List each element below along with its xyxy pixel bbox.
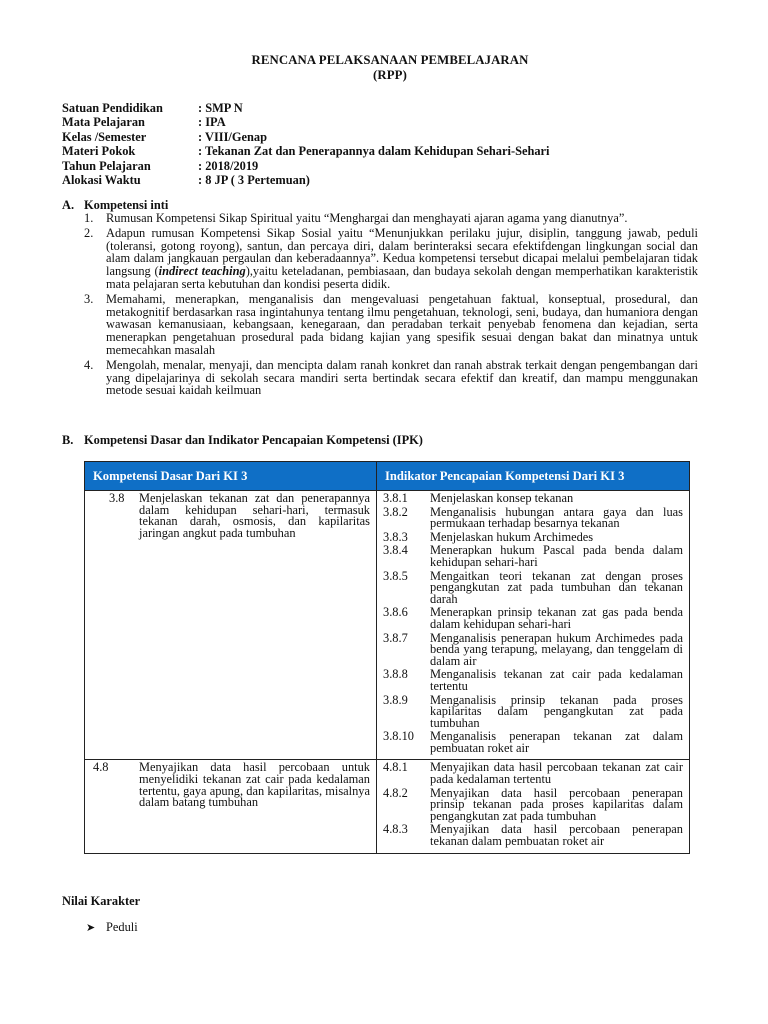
ipk-text: Menyajikan data hasil percobaan tekanan zat cair pada kedalaman tertentu — [430, 760, 683, 787]
identity-label: Materi Pokok — [62, 144, 136, 159]
ipk-code: 3.8.7 — [383, 630, 408, 645]
kd-cell — [85, 760, 377, 853]
ipk-code: 3.8.6 — [383, 605, 408, 620]
identity-block — [62, 101, 550, 187]
ipk-text: Menerapkan prinsip tekanan zat gas pada benda dalam kehidupan sehari-hari — [430, 605, 683, 631]
ipk-text: Menjelaskan konsep tekanan — [430, 491, 574, 505]
ipk-code: 3.8.9 — [383, 692, 408, 707]
ipk-text: Menyajikan data hasil percobaan penerapan tekanan dalam pembuatan roket air — [430, 822, 683, 849]
identity-label: Mata Pelajaran — [62, 115, 145, 130]
ipk-text: Menganalisis prinsip tekanan pada proses kapilaritas dalam pengangkutan zat pada tumbuhan — [430, 692, 683, 730]
identity-value: : VIII/Genap — [198, 129, 267, 144]
identity-row — [62, 101, 550, 115]
ipk-item — [383, 545, 683, 568]
identity-value: : Tekanan Zat dan Penerapannya dalam Kehidupan Sehari-Sehari — [198, 144, 550, 159]
table-row — [85, 760, 690, 853]
list-item — [84, 359, 698, 397]
identity-value: : 8 JP ( 3 Pertemuan) — [198, 172, 310, 187]
ipk-text: Menganalisis penerapan tekanan zat dalam pembuatan roket air — [430, 729, 683, 755]
table-header-row — [85, 462, 690, 491]
ipk-item — [383, 669, 683, 692]
kd-text: Menyajikan data hasil percobaan untuk menyelidiki tekanan zat cair pada kedalaman tertentu, gaya apung, dan kapilaritas, misalnya dalam batang tumbuhan — [139, 760, 370, 810]
ipk-code: 3.8.8 — [383, 667, 408, 682]
list-text: Mengolah, menalar, menyaji, dan mencipta dalam ranah konkret dan ranah abstrak terkait dengan pengembangan dari yang dipelajarinya di sekolah secara mandiri serta bertindak secara efektif dan kreatif, dan mampu menggunakan metode sesuai kaidah keilmuan — [106, 357, 698, 398]
ipk-item — [383, 568, 683, 606]
section-letter: B. — [62, 433, 74, 447]
ipk-code: 3.8.5 — [383, 568, 408, 583]
ipk-item — [383, 529, 683, 544]
ipk-text: Menyajikan data hasil percobaan penerapan prinsip tekanan pada proses kapilaritas dalam pengangkutan zat pada tumbuhan — [430, 785, 683, 823]
document-title: RENCANA PELAKSANAAN PEMBELAJARAN — [251, 53, 529, 67]
ipk-code: 3.8.3 — [383, 529, 408, 544]
list-number: 3. — [84, 291, 94, 306]
list-item — [86, 920, 138, 935]
identity-value: : 2018/2019 — [198, 158, 259, 173]
identity-label: Alokasi Waktu — [62, 172, 141, 187]
kompetensi-inti-list — [84, 212, 698, 397]
list-text: Memahami, menerapkan, menganalisis dan mengevaluasi pengetahuan faktual, konseptual, prosedural, dan metakognitif berdasarkan rasa ingintahunya tentang ilmu pengetahuan, teknologi, seni, budaya, dan humaniora dengan wawasan kemanusiaan, kebangsaan, kenegaraan, dan peradaban terkait penyebab fenomena dan kejadian, serta menerapkan pengetahuan prosedural pada bidang kajian yang spesifik sesuai dengan bakat dan minatnya untuk memecahkan masalah — [106, 291, 698, 357]
ipk-text: Mengaitkan teori tekanan zat dengan proses pengangkutan zat pada tumbuhan dan tekanan darah — [430, 568, 683, 606]
section-title: Kompetensi inti — [84, 198, 169, 212]
ipk-code: 3.8.1 — [383, 491, 408, 505]
ipk-item — [383, 607, 683, 630]
ipk-code: 3.8.4 — [383, 543, 408, 558]
kd-code: 3.8 — [109, 491, 125, 505]
list-item — [84, 227, 698, 291]
ipk-item — [383, 762, 683, 785]
ipk-item — [383, 630, 683, 668]
ipk-text: Menjelaskan hukum Archimedes — [430, 529, 594, 544]
table-header-kd: Kompetensi Dasar Dari KI 3 — [85, 462, 377, 491]
emphasis-text: indirect teaching — [158, 264, 246, 279]
ipk-code: 3.8.10 — [383, 729, 414, 744]
ipk-code: 4.8.1 — [383, 760, 408, 775]
identity-value: : IPA — [198, 115, 226, 130]
list-item — [84, 293, 698, 357]
ipk-item — [383, 692, 683, 730]
kd-text: Menjelaskan tekanan zat dan penerapannya dalam kehidupan sehari-hari, termasuk tekanan darah, osmosis, dan kapilaritas jaringan angkut pada tumbuhan — [139, 491, 370, 540]
competency-table — [84, 461, 690, 854]
table-row — [85, 491, 690, 760]
ipk-cell — [377, 491, 690, 760]
identity-row — [62, 144, 550, 158]
identity-label: Tahun Pelajaran — [62, 158, 151, 173]
arrow-bullet-icon: ➤ — [86, 921, 96, 934]
ipk-item — [383, 504, 683, 531]
kd-cell — [85, 491, 377, 760]
nilai-item-label: Peduli — [106, 920, 138, 934]
document-subtitle: (RPP) — [373, 68, 407, 82]
ipk-text: Menganalisis hubungan antara gaya dan luas permukaan terhadap besarnya tekanan — [430, 504, 683, 531]
ipk-text: Menganalisis tekanan zat cair pada kedalaman tertentu — [430, 667, 683, 693]
ipk-item — [383, 731, 683, 754]
ipk-item — [383, 824, 683, 847]
ipk-item — [383, 785, 683, 823]
identity-value: : SMP N — [198, 101, 243, 115]
identity-label: Satuan Pendidikan — [62, 101, 163, 115]
ipk-text: Menerapkan hukum Pascal pada benda dalam kehidupan sehari-hari — [430, 543, 683, 569]
nilai-karakter-heading: Nilai Karakter — [62, 894, 141, 908]
identity-row — [62, 159, 550, 173]
ipk-text: Menganalisis penerapan hukum Archimedes pada benda yang terapung, melayang, dan tenggelam di dalam air — [430, 630, 683, 668]
list-item — [84, 212, 698, 225]
ipk-code: 4.8.3 — [383, 822, 408, 837]
ipk-cell — [377, 760, 690, 853]
identity-row — [62, 115, 550, 129]
list-text — [106, 227, 698, 291]
ipk-code: 3.8.2 — [383, 504, 408, 519]
list-number: 1. — [84, 211, 94, 225]
list-text: Rumusan Kompetensi Sikap Spiritual yaitu “Menghargai dan menghayati ajaran agama yang dianutnya”. — [106, 211, 628, 225]
table-header-ipk: Indikator Pencapaian Kompetensi Dari KI 3 — [377, 462, 690, 491]
ipk-item — [383, 493, 683, 505]
kd-code: 4.8 — [93, 760, 109, 775]
list-text-part: Adapun rumusan Kompetensi Sikap Sosial yaitu “Menunjukkan perilaku jujur, disiplin, tanggung jawab, peduli (toleransi, gotong royong), santun, dan percaya diri, dalam berinteraksi secara efektifdengan lingkungan social dan alam dalam jangkauan pergaulan dan keberadaannya”. Kedua kompetensi tersebut dicapai melalui pembelajaran tidak langsung ( — [106, 225, 698, 279]
ipk-code: 4.8.2 — [383, 785, 408, 800]
section-letter: A. — [62, 198, 75, 212]
list-number: 4. — [84, 357, 94, 372]
list-number: 2. — [84, 225, 94, 240]
identity-row — [62, 173, 550, 187]
section-b-heading — [62, 433, 423, 448]
list-text-part: ),yaitu keteladanan, pembiasaan, dan budaya sekolah dengan memperhatikan karakteristik mata pelajaran serta kebutuhan dan kondisi peserta didik. — [106, 264, 698, 291]
section-title: Kompetensi Dasar dan Indikator Pencapaian Kompetensi (IPK) — [84, 433, 423, 447]
identity-row — [62, 130, 550, 144]
identity-label: Kelas /Semester — [62, 129, 147, 144]
